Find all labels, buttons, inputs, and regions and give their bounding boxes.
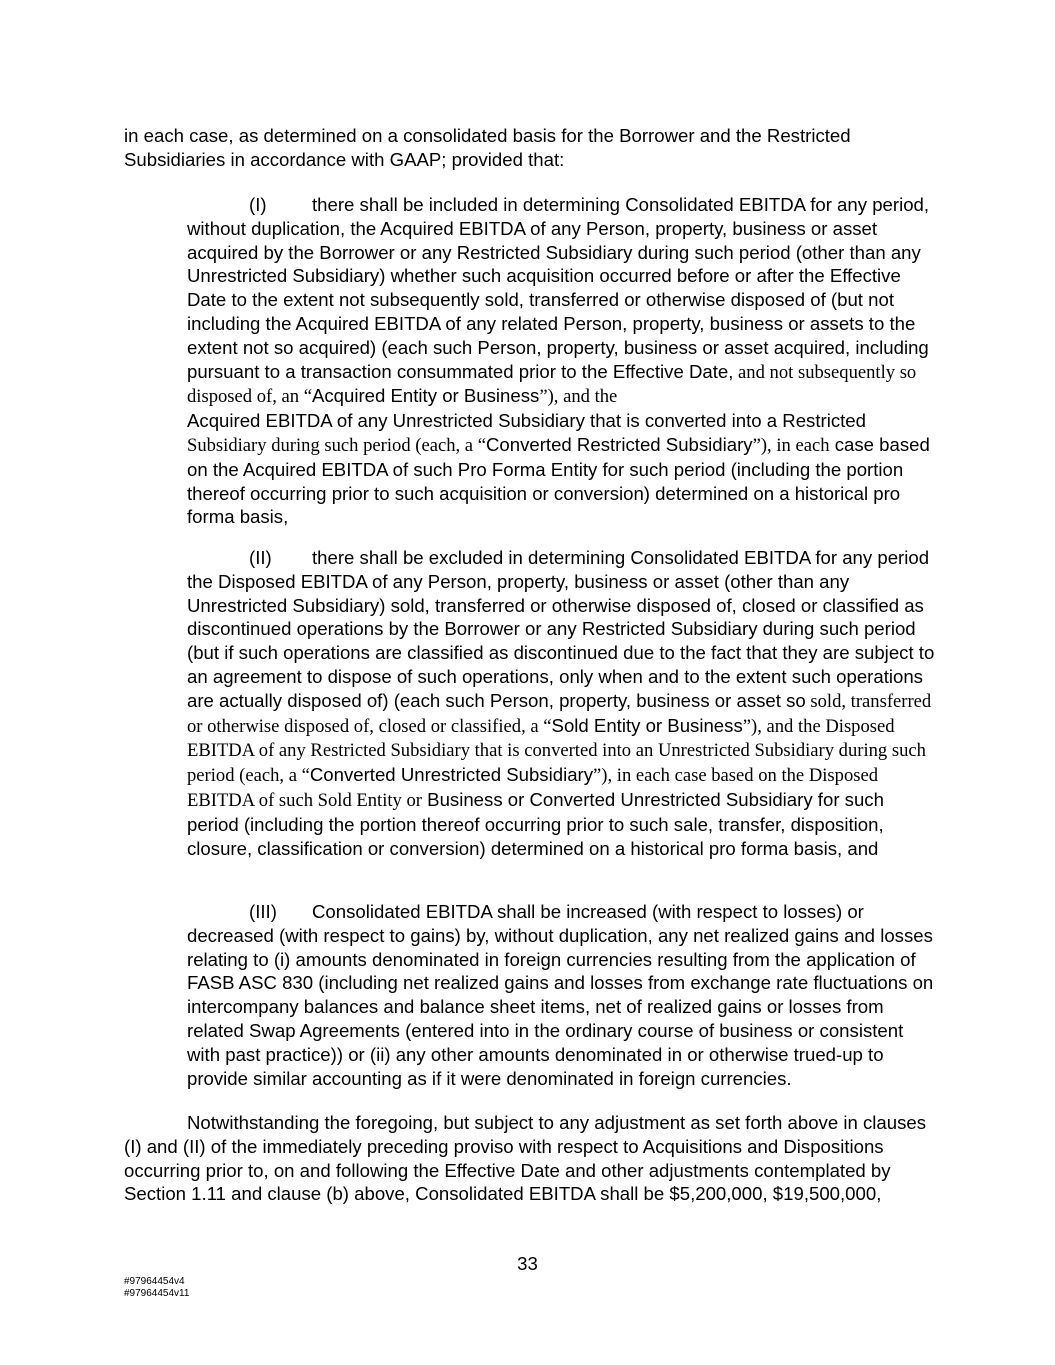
clause-text: Acquired EBITDA of any Unrestricted Subsidiary that is converted into a Restricted (187, 410, 866, 432)
clause-text: and not subsequently so disposed of, an “ (187, 361, 917, 408)
clause-text: Consolidated EBITDA shall be increased (with respect to losses) or decreased (with respect to gains) by, without duplication, any net realized gains and losses relating to (i) amounts denominated in foreign currencies resulting from the application of FASB ASC 830 (including net realized gains and losses from exchange rate fluctuations on intercompany balances and balance sheet items, net of realized gains or losses from related Swap Agreements (entered into in the ordinary course of business or consistent with past practice)) or (ii) any other amounts denominated in or otherwise trued-up to provide similar accounting as if it were denominated in foreign currencies. (187, 901, 934, 1089)
clause-number: (II) (249, 547, 272, 568)
clause-3 (187, 900, 937, 1090)
clause-text: there shall be excluded in determining Consolidated EBITDA for any period the Disposed EBITDA of any Person, property, business or asset (other than any Unrestricted Subsidiary) sold, transferred or otherwise disposed of, closed or classified as discontinued operations by the Borrower or any Restricted Subsidiary during such period (but if such operations are classified as discontinued due to the fact that they are subject to an agreement to dispose of such operations, only when and to the extent such operations are actually disposed of) (each such Person, property, business or asset so (187, 547, 935, 711)
clause-number: (I) (249, 194, 267, 215)
clause-text: case based on the Acquired EBITDA of such Pro Forma Entity for such period (including the portion thereof occurring prior to such acquisition or conversion) determined on a historical pro forma basis, (187, 433, 930, 528)
clause-text: sold, transferred or otherwise disposed of, closed or classified, a “ (187, 690, 932, 737)
defined-term: Converted Unrestricted Subsidiary (309, 764, 594, 786)
clause-text: Subsidiary during such period (each, a “ (187, 434, 486, 456)
clause-2 (187, 546, 937, 860)
clause-text: ”), in each (752, 434, 830, 456)
clause-text: ”), and the (539, 386, 618, 408)
defined-term: Acquired Entity or Business (311, 385, 540, 407)
clause-text: ”), and the Disposed EBITDA of any Restricted Subsidiary that is converted into an Unrestricted Subsidiary during such period (each, a “ (187, 715, 926, 787)
clause-text: ”), in each case based on the Disposed EBITDA of such Sold Entity or (187, 765, 879, 811)
intro-paragraph: in each case, as determined on a consolidated basis for the Borrower and the Restricted Subsidiaries in accordance with GAAP; provided that: (124, 125, 851, 170)
clause-text: Business or Converted Unrestricted Subsidiary for such period (including the portion thereof occurring prior to such sale, transfer, disposition, closure, classification or conversion) determined on a historical pro forma basis, and (187, 788, 884, 859)
defined-term: Sold Entity or Business (551, 714, 743, 736)
page-number: 33 (517, 1253, 538, 1274)
clause-1 (187, 193, 937, 529)
clause-text: there shall be included in determining Consolidated EBITDA for any period, without duplication, the Acquired EBITDA of any Person, property, business or asset acquired by the Borrower or any Restricted Subsidiary during such period (other than any Unrestricted Subsidiary) whether such acquisition occurred before or after the Effective Date to the extent not subsequently sold, transferred or otherwise disposed of (but not including the Acquired EBITDA of any related Person, property, business or assets to the extent not so acquired) (each such Person, property, business or asset acquired, including pursuant to a transaction consummated prior to the Effective Date, (187, 194, 930, 382)
clause-number: (III) (249, 901, 277, 922)
closing-paragraph: Notwithstanding the foregoing, but subject to any adjustment as set forth above in clauses (I) and (II) of the immediately preceding proviso with respect to Acquisitions and Dispositions occurring prior to, on and following the Effective Date and other adjustments contemplated by Section 1.11 and clause (b) above, Consolidated EBITDA shall be $5,200,000, $19,500,000, (124, 1112, 927, 1205)
document-ids (124, 1276, 189, 1299)
document-id: #97964454v11 (124, 1287, 190, 1299)
defined-term: Converted Restricted Subsidiary (485, 433, 753, 455)
document-id: #97964454v4 (124, 1276, 185, 1287)
